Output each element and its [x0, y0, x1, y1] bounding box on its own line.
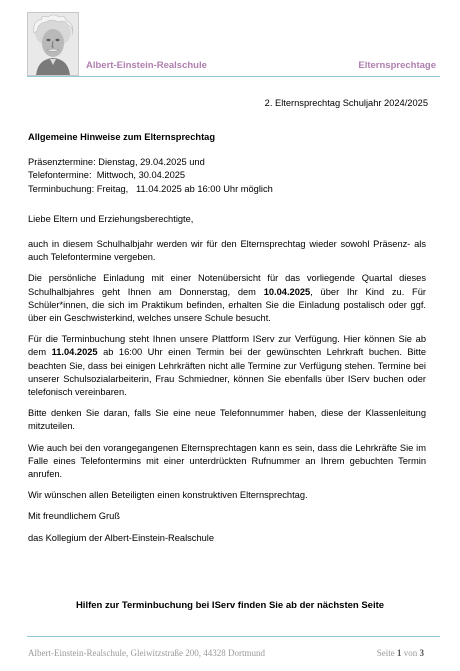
page-mid: von	[401, 648, 420, 658]
page-total: 3	[419, 648, 424, 658]
paragraph-wishes: Wir wünschen allen Beteiligten einen konstruktiven Elternsprechtag.	[28, 490, 308, 501]
page-number	[377, 648, 424, 658]
iserv-help-note: Hilfen zur Terminbuchung bei IServ finden Sie ab der nächsten Seite	[75, 600, 385, 611]
einstein-portrait-image	[27, 12, 79, 76]
closing: Mit freundlichem Gruß	[28, 511, 120, 522]
date-list	[28, 156, 426, 196]
letter-body	[28, 131, 426, 553]
paragraph-invitation	[28, 272, 426, 325]
date-line-booking: Terminbuchung: Freitag, 11.04.2025 ab 16:00 Uhr möglich	[28, 183, 273, 194]
paragraph-suppressed-number: Wie auch bei den vorangegangenen Elternsprechtagen kann es sein, dass die Lehrkräfte Sie im Falle eines Telefontermins mit einer unterdrückten Rufnummer an Ihrem gebuchten Termin anrufen.	[28, 442, 426, 480]
footer-address: Albert-Einstein-Realschule, Gleiwitzstraße 200, 44328 Dortmund	[28, 648, 265, 658]
page-current: 1	[397, 648, 402, 658]
footer-divider	[27, 636, 440, 637]
header-divider	[27, 76, 440, 77]
paragraph-booking	[28, 333, 426, 399]
paragraph-invitation-text-b: , über Ihr Kind zu. Für Schüler*innen, die sich im Praktikum befinden, erhalten Sie die Einladung postalisch oder ggf. über ein Geschwisterkind, welches unsere Schule besucht.	[28, 286, 426, 324]
salutation: Liebe Eltern und Erziehungsberechtigte,	[28, 213, 194, 224]
date-line-presence: Präsenztermine: Dienstag, 29.04.2025 und	[28, 157, 205, 168]
section-heading: Allgemeine Hinweise zum Elternsprechtag	[28, 132, 216, 142]
header-title: Elternsprechtage	[358, 60, 436, 71]
paragraph-invitation-text-a: Die persönliche Einladung mit einer Notenübersicht für das vorliegende Quartal dieses Schulhalbjahres geht Ihnen am Donnerstag, dem	[28, 273, 426, 297]
signature: das Kollegium der Albert-Einstein-Realschule	[28, 532, 215, 543]
date-line-phone: Telefontermine: Mittwoch, 30.04.2025	[28, 170, 186, 181]
paragraph-booking-text-b: ab 16:00 Uhr einen Termin bei der gewünschten Lehrkraft buchen. Bitte beachten Sie, dass bei einigen Lehrkräften nicht alle Termine zur Verfügung stehen. Termine bei unserer Schulsozialarbeiterin, Frau Schmiedner, können Sie ebenfalls über IServ buchen oder telefonisch vereinbaren.	[28, 347, 426, 398]
paragraph-phone-number: Bitte denken Sie daran, falls Sie eine neue Telefonnummer haben, diese der Klassenleitung mitzuteilen.	[28, 408, 426, 432]
paragraph-intro: auch in diesem Schulhalbjahr werden wir für den Elternsprechtag wieder sowohl Präsenz- als auch Telefontermine vergeben.	[28, 239, 426, 263]
booking-date: 11.04.2025	[51, 347, 98, 358]
paragraph-booking-text-a: Für die Terminbuchung steht Ihnen unsere Plattform IServ zur Verfügung. Hier können Sie ab dem	[28, 334, 426, 358]
page-prefix: Seite	[376, 648, 397, 658]
document-subtitle: 2. Elternsprechtag Schuljahr 2024/2025	[264, 98, 428, 108]
school-name: Albert-Einstein-Realschule	[86, 60, 207, 71]
invitation-date: 10.04.2025	[263, 286, 311, 297]
